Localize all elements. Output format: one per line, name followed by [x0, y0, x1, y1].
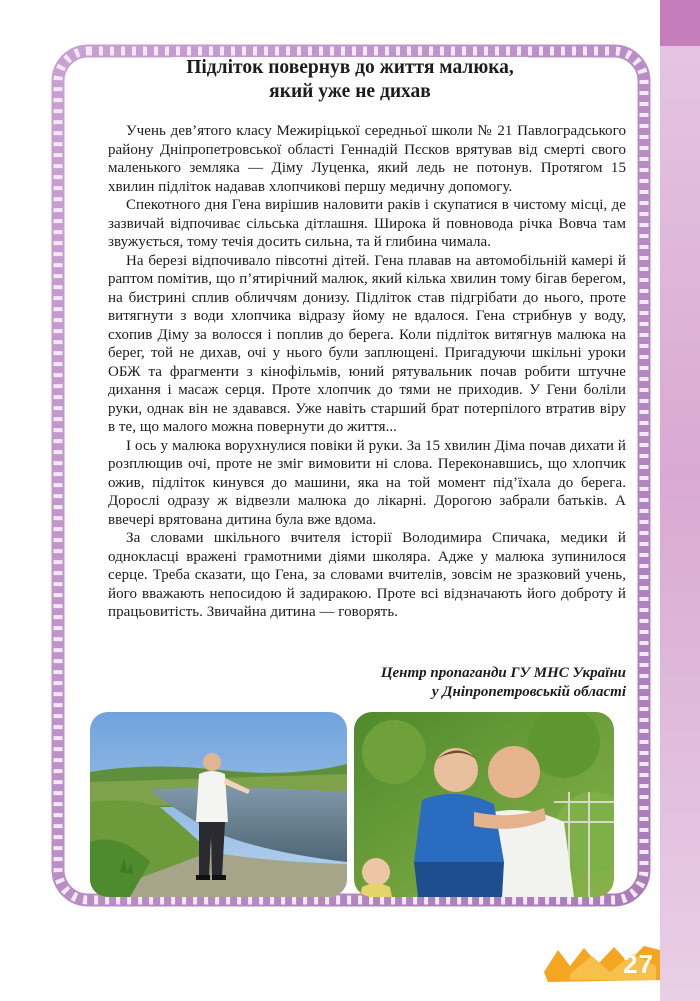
boys-photo [354, 712, 614, 897]
page-number: 27 [623, 949, 654, 979]
paragraph-5: За словами шкільного вчителя історії Володимира Спичака, медики й однокласці вражені грамотними діями школяра. Адже у малюка зупинилося серце. Треба сказати, що Гена, за словами вчителів, зовсім не зразковий учень, його вважають непосидою й задиракою. Проте всі відзначають його доброту й працьовитість. Звичайна дитина — говорять. [108, 530, 626, 620]
paragraph-1: Учень дев’ятого класу Межиріцької середньої школи № 21 Павлоградського району Дніпропетровської області Геннадій Пєсков врятував від смерті свого маленького земляка — Діму Луценка, який ледь не потонув. Протягом 15 хвилин підліток надавав хлопчикові першу медичну допомогу. [108, 123, 626, 195]
article-body [108, 122, 626, 622]
paragraph-4: І ось у малюка ворухнулися повіки й руки. За 15 хвилин Діма почав дихати й розплющив очі, проте не зміг вимовити ні слова. Переконавшись, що хлопчик ожив, підліток кинувся до машини, яка на той момент під’їхала до берега. Дорослі одразу ж відвезли малюка до лікарні. Дорогою забрали батьків. А ввечері врятована дитина була вже вдома. [108, 437, 626, 528]
source-line-2: у Дніпропетровській області [431, 684, 626, 700]
paragraph-2: Спекотного дня Гена вирішив наловити раків і скупатися в чистому місці, де зазвичай відпочиває сільська дітлашня. Широка й повновода річка Вовча там звужується, тому течія досить сильна, та й глибина чимала. [108, 197, 626, 250]
article-source [300, 664, 626, 702]
side-strip [660, 46, 700, 1001]
paragraph-3: На березі відпочивало півсотні дітей. Гена плавав на автомобільній камері й раптом помітив, що п’ятирічний малюк, який кілька хвилин тому бігав берегом, на бистрині сплив обличчям донизу. Підліток став підгрібати до нього, проте витягнути з води хлопчика відразу йому не вдалося. Гена стрибнув у воду, схопив Діму за волосся і поплив до берега. Коли підліток витягнув малюка на берег, той не дихав, очі у нього були заплющені. Пригадуючи шкільні уроки ОБЖ та фрагменти з кінофільмів, юний рятувальник почав робити штучне дихання і масаж серця. Проте хлопчик до тями не приходив. У Гени боліли руки, однак він не здавався. Уже навіть старший брат потерпілого втратив віру в те, що малого можна повернути до життя... [108, 252, 626, 435]
source-line-1: Центр пропаганди ГУ МНС України [380, 665, 626, 681]
article-title [80, 56, 620, 104]
river-photo [90, 712, 347, 897]
side-tab [660, 0, 700, 46]
title-line-2: який уже не дихав [255, 81, 445, 102]
title-line-1: Підліток повернув до життя малюка, [172, 57, 528, 78]
